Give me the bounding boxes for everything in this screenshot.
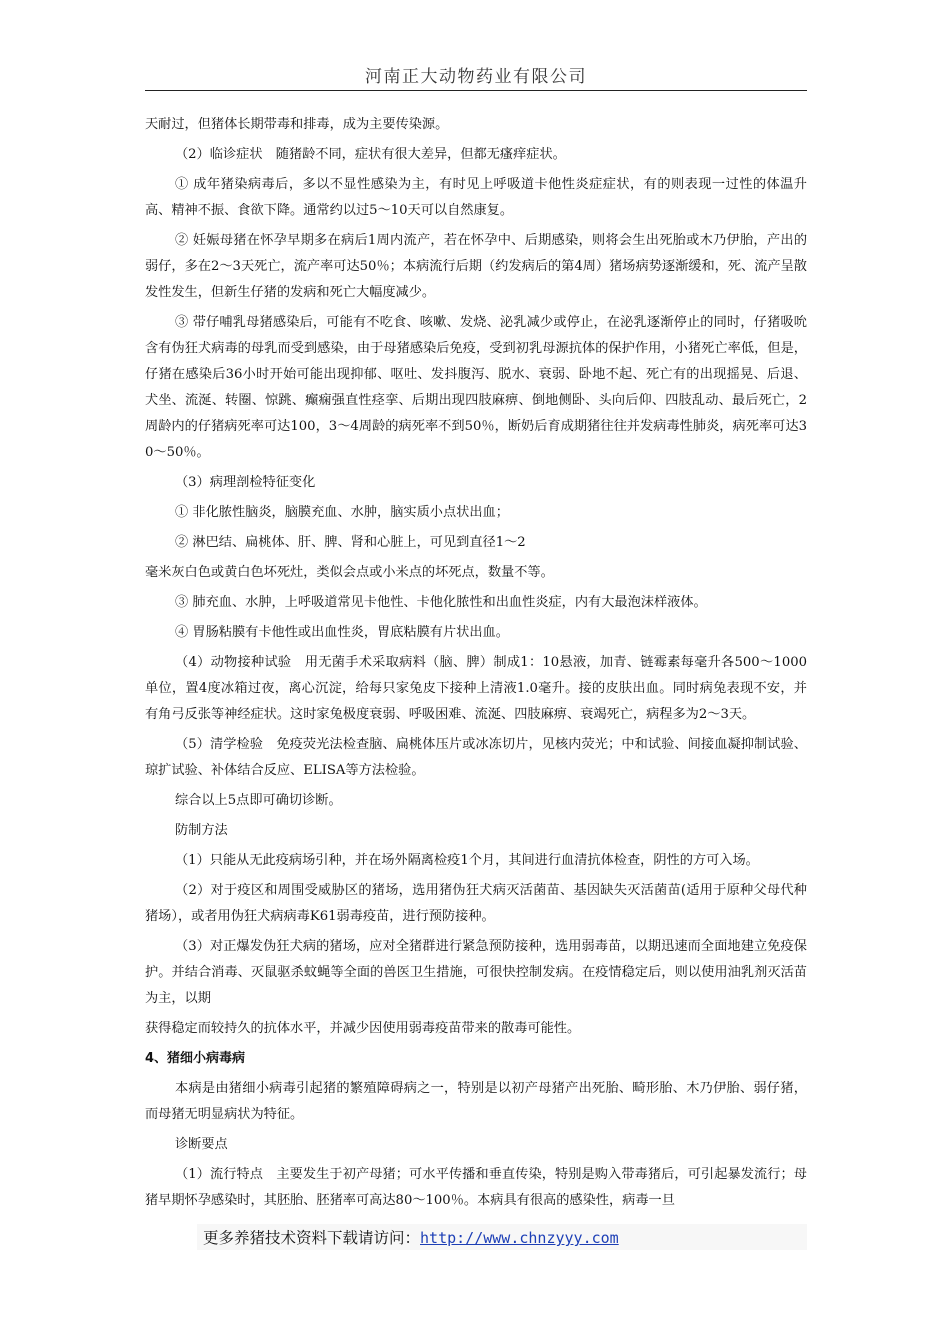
body-paragraph: 诊断要点 [175,1137,228,1152]
body-paragraph: ② 妊娠母猪在怀孕早期多在病后1周内流产，若在怀孕中、后期感染，则将会生出死胎或木乃伊胎，产出的弱仔，多在2～3天死亡，流产率可达50％；本病流行后期（约发病后的第4周）猪场病势逐渐缓和，死、流产呈散发性发生，但新生仔猪的发病和死亡大幅度减少。 [145,233,807,300]
body-paragraph: ③ 带仔哺乳母猪感染后，可能有不吃食、咳嗽、发烧、泌乳减少或停止，在泌乳逐渐停止的同时，仔猪吸吮含有伪狂犬病毒的母乳而受到感染，由于母猪感染后免疫，受到初乳母源抗体的保护作用，小猪死亡率低，但是，仔猪在感染后36小时开始可能出现抑郁、呕吐、发抖腹泻、脱水、衰弱、卧地不起、死亡有的出现摇晃、后退、犬坐、流涎、转圈、惊跳、癫痫强直性痉挛、后期出现四肢麻痹、倒地侧卧、头向后仰、四肢乱动、最后死亡，2周龄内的仔猪病死率可达100，3～4周龄的病死率不到50％，断奶后育成期猪往往并发病毒性肺炎，病死率可达30～50％。 [145,315,807,460]
body-paragraph: 获得稳定而较持久的抗体水平，并减少因使用弱毒疫苗带来的散毒可能性。 [145,1021,581,1036]
body-paragraph: 本病是由猪细小病毒引起猪的繁殖障碍病之一，特别是以初产母猪产出死胎、畸形胎、木乃伊胎、弱仔猪，而母猪无明显病状为特征。 [145,1081,807,1122]
body-paragraph: 防制方法 [175,823,228,838]
page-header [145,64,807,91]
footer-website-link[interactable]: http://www.chnzyyy.com [420,1229,619,1247]
body-paragraph: （2）临诊症状 随猪龄不同，症状有很大差异，但都无瘙痒症状。 [175,147,566,162]
company-name: 河南正大动物药业有限公司 [365,67,587,87]
body-paragraph: ④ 胃肠粘膜有卡他性或出血性炎，胃底粘膜有片状出血。 [175,625,509,640]
body-paragraph: （5）清学检验 免疫荧光法检查脑、扁桃体压片或冰冻切片，见核内荧光；中和试验、间接血凝抑制试验、琼扩试验、补体结合反应、ELISA等方法检验。 [145,737,807,778]
body-paragraph: ① 非化脓性脑炎，脑膜充血、水肿，脑实质小点状出血； [175,505,509,520]
body-paragraph: ③ 肺充血、水肿，上呼吸道常见卡他性、卡他化脓性和出血性炎症，内有大最泡沫样液体。 [175,595,707,610]
document-body [145,112,807,1218]
section-heading: 4、猪细小病毒病 [145,1051,246,1066]
footer-prefix: 更多养猪技术资料下载请访问： [203,1229,421,1247]
body-paragraph: 毫米灰白色或黄白色坏死灶，类似会点或小米点的坏死点，数量不等。 [145,565,554,580]
body-paragraph: 综合以上5点即可确切诊断。 [175,793,342,808]
body-paragraph: （4）动物接种试验 用无菌手术采取病料（脑、脾）制成1：10悬液，加青、链霉素每毫升各500～1000单位，置4度冰箱过夜，离心沉淀，给每只家兔皮下接种上清液1.0毫升。接的皮肤出血。同时病兔表现不安，并有角弓反张等神经症状。这时家兔极度衰弱、呼吸困难、流涎、四肢麻痹、衰竭死亡，病程多为2～3天。 [145,655,807,722]
body-paragraph: （3）病理剖检特征变化 [175,475,316,490]
body-paragraph: ① 成年猪染病毒后，多以不显性感染为主，有时见上呼吸道卡他性炎症症状，有的则表现一过性的体温升高、精神不振、食欲下降。通常约以过5～10天可以自然康复。 [145,177,807,218]
body-paragraph: （3）对正爆发伪狂犬病的猪场，应对全猪群进行紧急预防接种，选用弱毒苗，以期迅速而全面地建立免疫保护。并结合消毒、灭鼠驱杀蚊蝇等全面的兽医卫生措施，可很快控制发病。在疫情稳定后，则以使用油乳剂灭活苗为主，以期 [145,939,807,1006]
page-footer [197,1224,807,1250]
body-paragraph: 天耐过，但猪体长期带毒和排毒，成为主要传染源。 [145,117,449,132]
footer-note [203,1227,619,1249]
body-paragraph: （1）只能从无此疫病场引种，并在场外隔离检疫1个月，其间进行血清抗体检查，阴性的方可入场。 [175,853,759,868]
body-paragraph: （1）流行特点 主要发生于初产母猪；可水平传播和垂直传染，特别是购入带毒猪后，可引起暴发流行；母猪早期怀孕感染时，其胚胎、胚猪率可高达80～100％。本病具有很高的感染性，病毒一旦 [145,1167,807,1208]
body-paragraph: ② 淋巴结、扁桃体、肝、脾、肾和心脏上，可见到直径1～2 [175,535,526,550]
body-paragraph: （2）对于疫区和周围受威胁区的猪场，选用猪伪狂犬病灭活菌苗、基因缺失灭活菌苗(适用于原种父母代种猪场），或者用伪狂犬病病毒K61弱毒疫苗，进行预防接种。 [145,883,807,924]
